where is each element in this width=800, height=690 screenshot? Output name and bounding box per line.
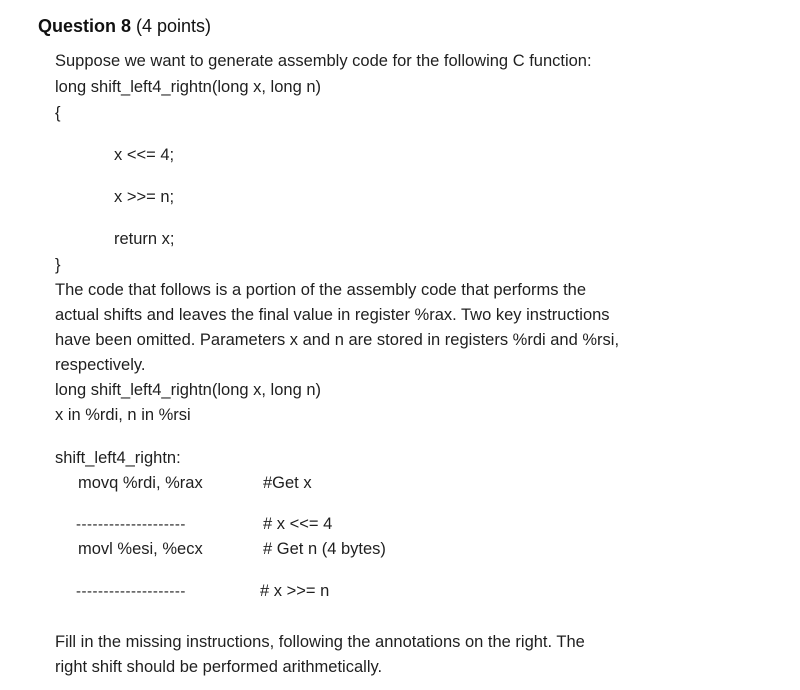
c-function-signature: long shift_left4_rightn(long x, long n) (55, 78, 321, 96)
description-line-1: The code that follows is a portion of the assembly code that performs the (55, 281, 587, 299)
asm-function-signature: long shift_left4_rightn(long x, long n) (55, 381, 321, 399)
c-close-brace: } (55, 256, 61, 274)
intro-text: Suppose we want to generate assembly code for the following C function: (55, 52, 592, 70)
c-code-line-2: x >>= n; (114, 188, 175, 206)
asm-comment: # x <<= 4 (263, 515, 333, 533)
asm-instruction: movl %esi, %ecx (78, 540, 203, 558)
question-header (38, 16, 211, 37)
footer-line-1: Fill in the missing instructions, following the annotations on the right. The (55, 633, 585, 651)
footer-line-2: right shift should be performed arithmetically. (55, 658, 383, 676)
c-code-line-3: return x; (114, 230, 175, 248)
description-line-2: actual shifts and leaves the final value in register %rax. Two key instructions (55, 306, 610, 324)
asm-instruction: movq %rdi, %rax (78, 474, 203, 492)
description-line-3: have been omitted. Parameters x and n are stored in registers %rdi and %rsi, (55, 331, 620, 349)
asm-comment: # Get n (4 bytes) (263, 540, 386, 558)
c-code-line-1: x <<= 4; (114, 146, 175, 164)
question-label: Question 8 (38, 16, 132, 36)
asm-blank-instruction-1: -------------------- (76, 516, 186, 533)
description-line-4: respectively. (55, 356, 146, 374)
question-points: (4 points) (131, 16, 212, 36)
asm-comment: # x >>= n (260, 582, 330, 600)
asm-label: shift_left4_rightn: (55, 449, 181, 467)
asm-comment: #Get x (263, 474, 312, 492)
c-open-brace: { (55, 104, 61, 122)
asm-blank-instruction-2: -------------------- (76, 583, 186, 600)
asm-param-registers: x in %rdi, n in %rsi (55, 406, 191, 424)
